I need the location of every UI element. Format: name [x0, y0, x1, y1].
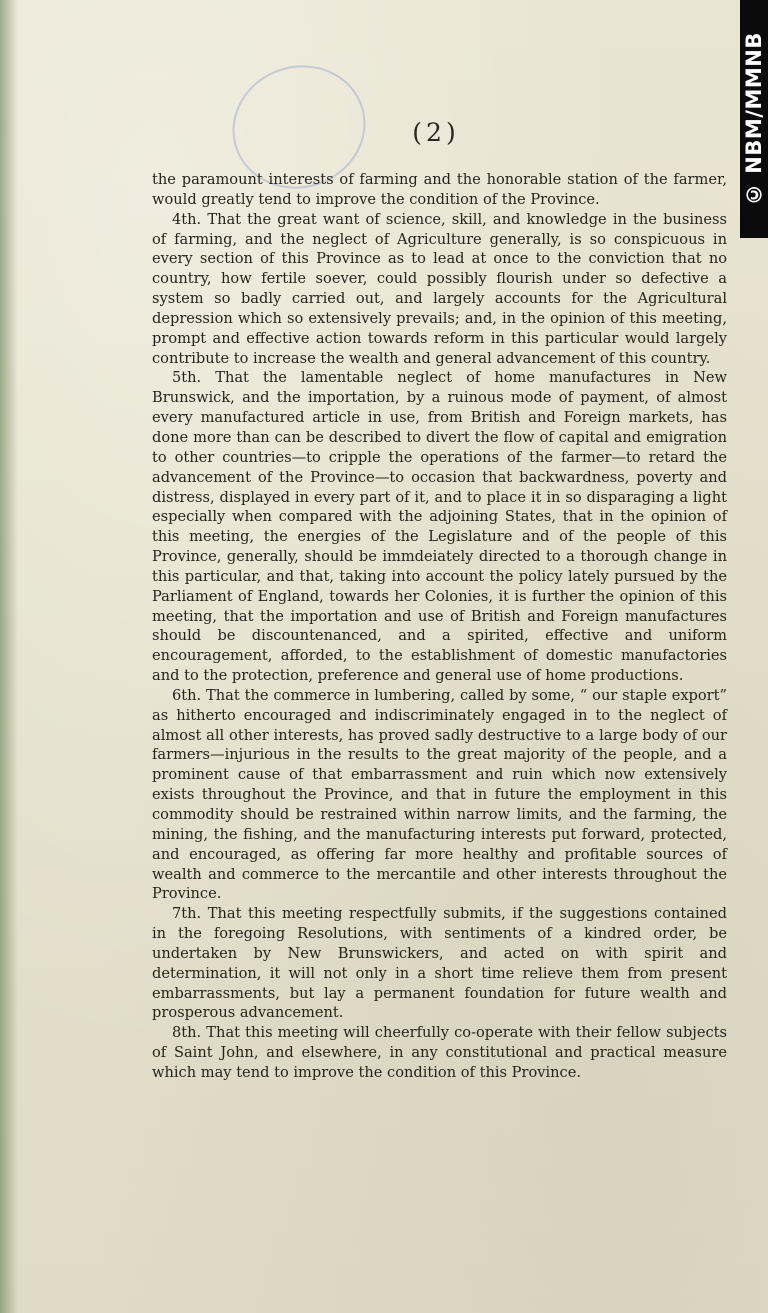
- paragraph-continuation: the paramount interests of farming and the honorable station of the farmer, would greatly tend to improve the condition of the Province.: [152, 171, 727, 208]
- document-body: [152, 170, 727, 1083]
- resolution-8th: 8th. That this meeting will cheerfully co-operate with their fellow subjects of Saint John, and elsewhere, in any constitutional and practical measure which may tend to improve the condition of this Province.: [152, 1024, 727, 1081]
- resolution-6th: 6th. That the commerce in lumbering, called by some, “ our staple export” as hitherto encouraged and indiscriminately engaged in to the neglect of almost all other interests, has proved sadly destructive to a large body of our farmers—injurious in the results to the great majority of the people, and a prominent cause of that embarrassment and ruin which now extensively exists throughout the Province, and that in future the employment in this commodity should be restrained within narrow limits, and the farming, the mining, the fishing, and the manufacturing interests put forward, protected, and encouraged, as offering far more healthy and profitable sources of wealth and commerce to the mercantile and other interests throughout the Province.: [152, 686, 727, 903]
- resolution-5th: 5th. That the lamentable neglect of home manufactures in New Brunswick, and the importation, by a ruinous mode of payment, of almost every manufactured article in use, from British and Foreign markets, has done more than can be described to divert the flow of capital and emigration to other countries—to cripple the operations of the farmer—to retard the advancement of the Province—to occasion that backwardness, poverty and distress, displayed in every part of it, and to place it in so disparaging a light especially when compared with the adjoining States, that in the opinion of this meeting, the energies of the Legislature and of the people of this Province, generally, should be immdeiately directed to a thorough change in this particular, and that, taking into account the policy lately pursued by the Parliament of England, towards her Colonies, it is further the opinion of this meeting, that the importation and use of British and Foreign manufactures should be discountenanced, and a spirited, effective and uniform encouragement, afforded, to the establishment of domestic manufactories and to the protection, preference and general use of home productions.: [152, 369, 727, 685]
- page-number: (2): [412, 118, 460, 147]
- resolution-4th: 4th. That the great want of science, skill, and knowledge in the business of farming, and the neglect of Agriculture generally, is so conspicuous in every section of this Province as to lead at once to the conviction that no country, how fertile soever, could possibly flourish under so defective a system so badly carried out, and largely accounts for the Agricultural depression which so extensively prevails; and, in the opinion of this meeting, prompt and effective action towards reform in this particular would largely contribute to increase the wealth and general advancement of this country.: [152, 210, 727, 367]
- copyright-watermark: © NBM/MMNB: [740, 0, 768, 238]
- resolution-7th: 7th. That this meeting respectfully submits, if the suggestions contained in the foregoing Resolutions, with sentiments of a kindred order, be undertaken by New Brunswickers, and acted on with spirit and determination, it will not only in a short time relieve them from present embarrassments, but lay a permanent foundation for future wealth and prosperous advancement.: [152, 905, 727, 1022]
- page-edge-shadow: [0, 0, 18, 1313]
